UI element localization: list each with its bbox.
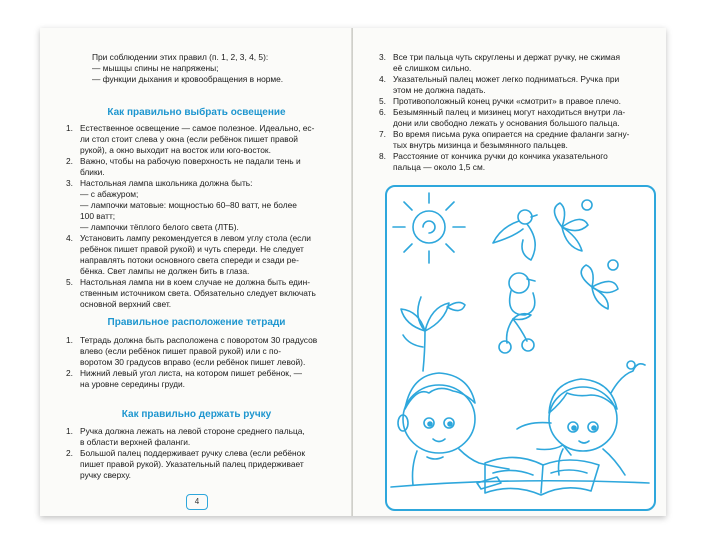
list-item — [66, 178, 344, 233]
list-item — [379, 151, 655, 173]
page-number-left: 4 — [186, 494, 208, 510]
desk-line — [391, 481, 649, 487]
pencil-drawing — [477, 477, 501, 489]
heading-notebook: Правильное расположение тетради — [107, 317, 286, 328]
list-item-line: влево (если ребёнок пишет правой рукой) или с по- — [80, 346, 281, 356]
list-item-line: — лампочки тёплого белого света (ЛТБ). — [80, 222, 239, 232]
illustration-frame — [385, 185, 656, 511]
list-item-line: — с абажуром; — [80, 189, 139, 199]
heading-lighting: Как правильно выбрать освещение — [107, 107, 286, 118]
list-item-number: 7. — [379, 129, 386, 139]
list-item — [66, 335, 344, 368]
list-item-line: тых внутрь мизинца и безымянного пальцев. — [393, 140, 568, 150]
list-item-number: 1. — [66, 426, 73, 436]
list-item-line: Расстояние от кончика ручки до кончика указательного — [393, 151, 608, 161]
list-item-line: Важно, чтобы на рабочую поверхность не падали тень и — [80, 156, 301, 166]
intro-text: При соблюдении этих правил (п. 1, 2, 3, 4, 5): — [92, 52, 269, 62]
list-item-line: основной верхний свет. — [80, 299, 172, 309]
list-item — [66, 368, 344, 390]
list-item-line: Установить лампу рекомендуется в левом углу стола (если — [80, 233, 311, 243]
list-item — [379, 129, 655, 151]
list-item-number: 6. — [379, 107, 386, 117]
list-item-line: Тетрадь должна быть расположена с поворотом 30 градусов — [80, 335, 318, 345]
list-item-number: 2. — [66, 156, 73, 166]
list-item — [66, 156, 344, 178]
cherries-drawing — [499, 314, 534, 353]
butterfly-drawing — [554, 200, 592, 251]
list-item — [379, 74, 655, 96]
list-item-number: 1. — [66, 123, 73, 133]
lighting-list — [66, 123, 344, 310]
list-item — [379, 107, 655, 129]
list-item-line: Настольная лампа ни в коем случае не должна быть един- — [80, 277, 311, 287]
list-item — [66, 448, 344, 481]
intro-bullet: — функции дыхания и кровообращения в норме. — [92, 74, 284, 84]
list-item-line: Безымянный палец и мизинец могут находиться внутри ла- — [393, 107, 626, 117]
book-drawing — [485, 457, 599, 495]
list-item-line: ребёнок пишет правой рукой) и чуть спереди. Не следует — [80, 244, 304, 254]
bird-drawing — [493, 210, 537, 260]
list-item-line: в области верхней фаланги. — [80, 437, 191, 447]
flower-drawing — [401, 297, 465, 371]
list-item — [66, 233, 344, 277]
list-item-line: Во время письма рука опирается на средние фаланги загну- — [393, 129, 630, 139]
list-item-number: 3. — [66, 178, 73, 188]
list-item-number: 8. — [379, 151, 386, 161]
list-item-line: ственным источником света. Обязательно следует включать — [80, 288, 316, 298]
list-item — [66, 426, 344, 448]
list-item-line: — лампочки матовые: мощностью 60–80 ватт, не более — [80, 200, 297, 210]
list-item-line: на уровне середины груди. — [80, 379, 186, 389]
list-item-number: 4. — [66, 233, 73, 243]
list-item — [66, 123, 344, 156]
left-page — [40, 28, 353, 516]
girl-drawing — [517, 361, 645, 475]
list-item-line: дони или свободно лежать у основания большого пальца. — [393, 118, 620, 128]
list-item-line: её слишком сильно. — [393, 63, 472, 73]
heading-pen: Как правильно держать ручку — [121, 409, 272, 420]
list-item-line: пишет правой рукой). Указательный палец придерживает — [80, 459, 304, 469]
list-item-number: 1. — [66, 335, 73, 345]
pen-list — [66, 426, 344, 481]
list-item-line: Настольная лампа школьника должна быть: — [80, 178, 253, 188]
book-spread — [40, 28, 666, 516]
list-item-line: 100 ватт; — [80, 211, 116, 221]
list-item-line: ручку сверху. — [80, 470, 132, 480]
list-item-line: рукой), а окно выходит на восток или юго-восток. — [80, 145, 271, 155]
grip-list — [379, 52, 655, 173]
list-item-line: бёнка. Свет лампы не должен бить в глаза. — [80, 266, 250, 276]
list-item-line: Противоположный конец ручки «смотрит» в правое плечо. — [393, 96, 621, 106]
list-item-number: 5. — [379, 96, 386, 106]
list-item-number: 4. — [379, 74, 386, 84]
chick-drawing — [509, 273, 535, 315]
notebook-list — [66, 335, 344, 390]
list-item-line: Все три пальца чуть скруглены и держат ручку, не сжимая — [393, 52, 620, 62]
boy-drawing — [398, 373, 509, 485]
children-drawing-illustration — [387, 187, 654, 509]
list-item-number: 2. — [66, 448, 73, 458]
intro-block — [86, 52, 346, 85]
list-item-line: направлять потоки основного света спереди и сзади ре- — [80, 255, 299, 265]
sun-drawing — [393, 193, 465, 263]
list-item-line: Нижний левый угол листа, на котором пишет ребёнок, — — [80, 368, 302, 378]
list-item-line: блики. — [80, 167, 105, 177]
list-item — [66, 277, 344, 310]
list-item-number: 5. — [66, 277, 73, 287]
list-item — [379, 52, 655, 74]
list-item-line: Ручка должна лежать на левой стороне среднего пальца, — [80, 426, 305, 436]
list-item-number: 3. — [379, 52, 386, 62]
list-item-number: 2. — [66, 368, 73, 378]
list-item-line: Указательный палец может легко подниматься. Ручка при — [393, 74, 620, 84]
list-item-line: ли стол стоит слева у окна (если ребёнок пишет правой — [80, 134, 298, 144]
list-item-line: Большой палец поддерживает ручку слева (если ребёнок — [80, 448, 306, 458]
intro-bullet: — мышцы спины не напряжены; — [92, 63, 219, 73]
list-item — [379, 96, 655, 107]
list-item-line: пальца — около 1,5 см. — [393, 162, 486, 172]
list-item-line: Естественное освещение — самое полезное. Идеально, ес- — [80, 123, 315, 133]
list-item-line: этом не должна падать. — [393, 85, 486, 95]
list-item-line: воротом 30 градусов вправо (если ребёнок пишет левой). — [80, 357, 306, 367]
butterfly-drawing — [581, 260, 618, 309]
